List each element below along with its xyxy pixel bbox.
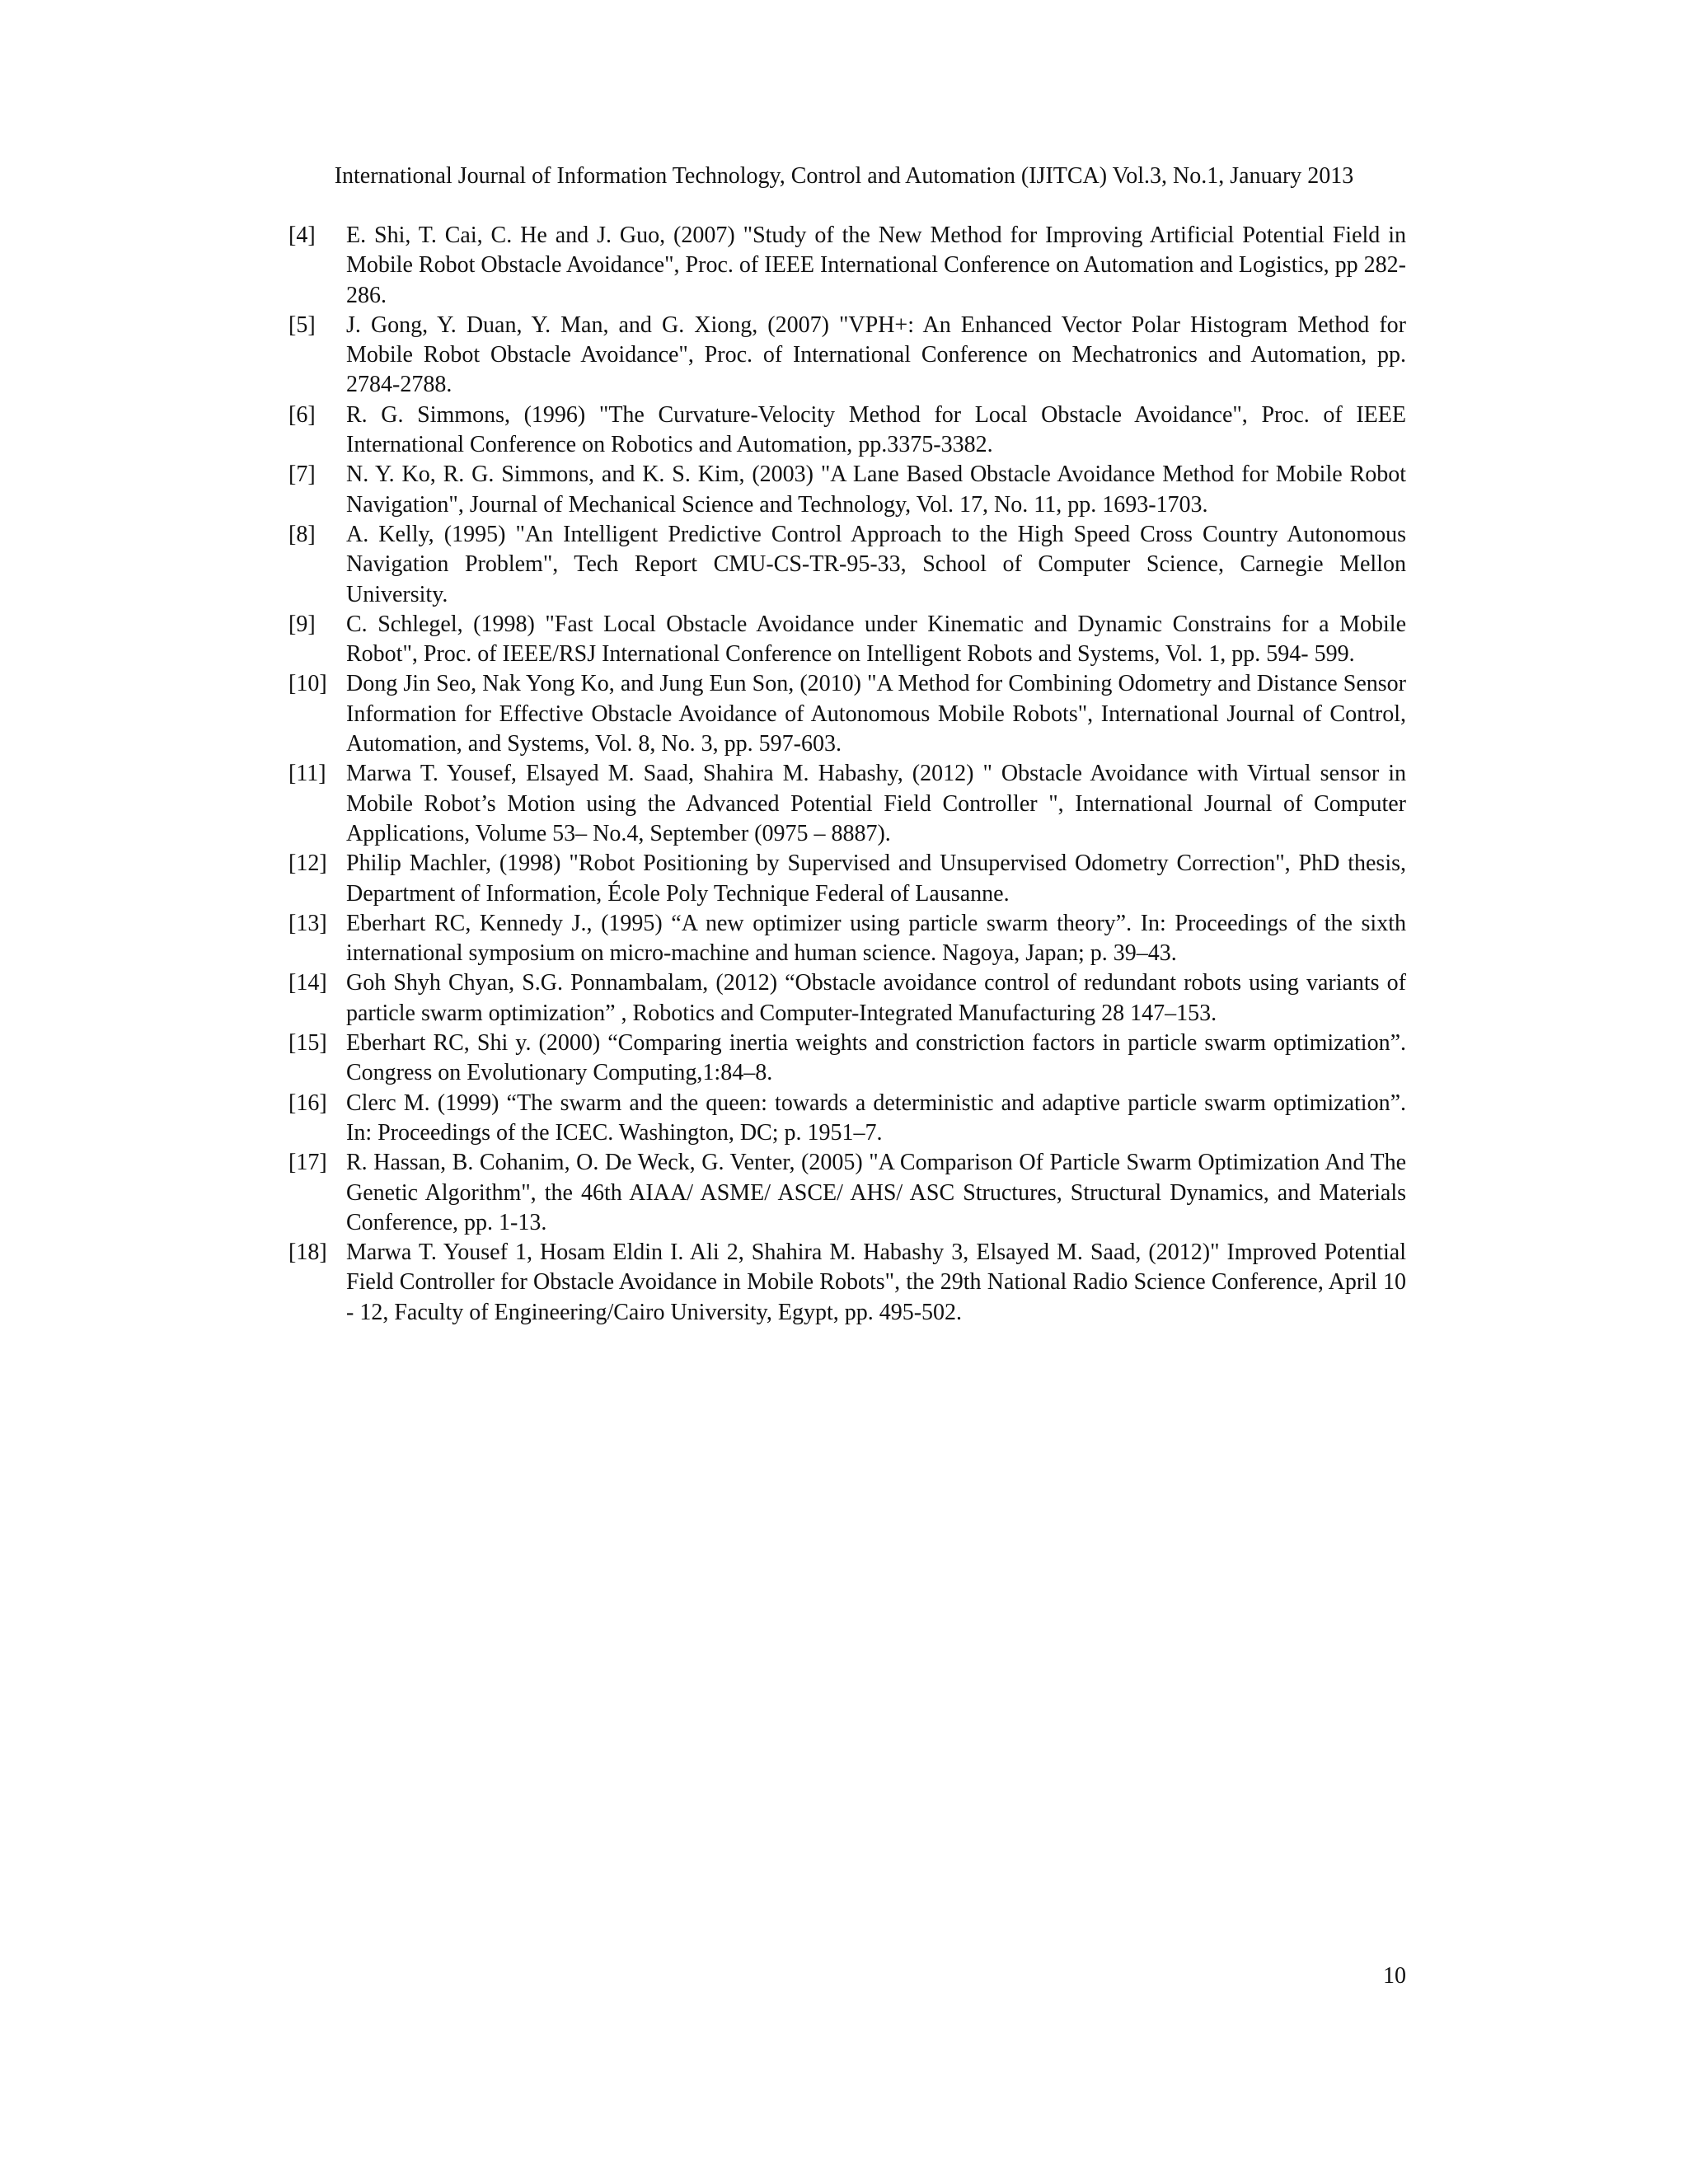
reference-number: [10] <box>288 671 327 697</box>
reference-item-16 <box>288 1089 1406 1149</box>
page-number: 10 <box>1383 1963 1406 1989</box>
reference-text: Dong Jin Seo, Nak Yong Ko, and Jung Eun Son, (2010) "A Method for Combining Odometry and Distance Sensor Information for Effective Obstacle Avoidance of Autonomous Mobile Robots", International Journal of Control, Automation, and Systems, Vol. 8, No. 3, pp. 597-603. <box>346 671 1406 757</box>
reference-item-12 <box>288 849 1406 909</box>
reference-text: E. Shi, T. Cai, C. He and J. Guo, (2007) "Study of the New Method for Improving Artificial Potential Field in Mobile Robot Obstacle Avoidance", Proc. of IEEE International Conference on Automation and Logistics, pp 282-286. <box>346 223 1406 308</box>
reference-item-6 <box>288 401 1406 461</box>
reference-item-17 <box>288 1148 1406 1238</box>
reference-item-7 <box>288 460 1406 520</box>
reference-number: [5] <box>288 312 316 338</box>
reference-item-10 <box>288 669 1406 759</box>
reference-text: R. G. Simmons, (1996) "The Curvature-Velocity Method for Local Obstacle Avoidance", Proc. of IEEE International Conference on Robotics and Automation, pp.3375-3382. <box>346 401 1406 458</box>
reference-number: [14] <box>288 970 327 996</box>
reference-number: [9] <box>288 611 316 637</box>
reference-number: [16] <box>288 1090 327 1116</box>
reference-number: [8] <box>288 521 316 547</box>
reference-list <box>288 221 1406 1328</box>
reference-item-9 <box>288 610 1406 670</box>
reference-number: [4] <box>288 223 316 248</box>
reference-number: [13] <box>288 910 327 936</box>
reference-number: [7] <box>288 462 316 488</box>
reference-number: [11] <box>288 761 326 787</box>
reference-item-13 <box>288 909 1406 969</box>
reference-item-14 <box>288 968 1406 1029</box>
reference-text: Marwa T. Yousef, Elsayed M. Saad, Shahira M. Habashy, (2012) " Obstacle Avoidance with Virtual sensor in Mobile Robot’s Motion using the Advanced Potential Field Controller ", International Journal of Computer Applications, Volume 53– No.4, September (0975 – 8887). <box>346 761 1406 846</box>
reference-text: R. Hassan, B. Cohanim, O. De Weck, G. Venter, (2005) "A Comparison Of Particle Swarm Optimization And The Genetic Algorithm", the 46th AIAA/ ASME/ ASCE/ AHS/ ASC Structures, Structural Dynamics, and Materials Conference, pp. 1-13. <box>346 1150 1406 1235</box>
reference-text: J. Gong, Y. Duan, Y. Man, and G. Xiong, (2007) "VPH+: An Enhanced Vector Polar Histogram Method for Mobile Robot Obstacle Avoidance", Proc. of International Conference on Mechatronics and Automation, pp. 2784-2788. <box>346 312 1406 398</box>
reference-text: Clerc M. (1999) “The swarm and the queen: towards a deterministic and adaptive particle swarm optimization”. In: Proceedings of the ICEC. Washington, DC; p. 1951–7. <box>346 1090 1406 1146</box>
reference-number: [12] <box>288 851 327 877</box>
reference-text: Marwa T. Yousef 1, Hosam Eldin I. Ali 2, Shahira M. Habashy 3, Elsayed M. Saad, (2012)" Improved Potential Field Controller for Obstacle Avoidance in Mobile Robots", the 29th National Radio Science Conference, April 10 - 12, Faculty of Engineering/Cairo University, Egypt, pp. 495-502. <box>346 1240 1406 1325</box>
reference-item-18 <box>288 1238 1406 1328</box>
reference-item-4 <box>288 221 1406 311</box>
reference-number: [6] <box>288 401 316 428</box>
running-header: International Journal of Information Technology, Control and Automation (IJITCA) Vol.3, No.1, January 2013 <box>334 163 1354 189</box>
reference-number: [15] <box>288 1030 327 1057</box>
reference-number: [17] <box>288 1150 327 1176</box>
reference-number: [18] <box>288 1240 327 1266</box>
reference-text: Philip Machler, (1998) "Robot Positioning by Supervised and Unsupervised Odometry Correction", PhD thesis, Department of Information, École Poly Technique Federal of Lausanne. <box>346 851 1406 907</box>
reference-item-11 <box>288 759 1406 849</box>
reference-text: Eberhart RC, Shi y. (2000) “Comparing inertia weights and constriction factors in particle swarm optimization”. Congress on Evolutionary Computing,1:84–8. <box>346 1030 1406 1086</box>
reference-text: N. Y. Ko, R. G. Simmons, and K. S. Kim, (2003) "A Lane Based Obstacle Avoidance Method for Mobile Robot Navigation", Journal of Mechanical Science and Technology, Vol. 17, No. 11, pp. 1693-1703. <box>346 462 1406 518</box>
reference-text: Eberhart RC, Kennedy J., (1995) “A new optimizer using particle swarm theory”. In: Proceedings of the sixth international symposium on micro-machine and human science. Nagoya, Japan; p. 39–43. <box>346 910 1406 967</box>
reference-text: Goh Shyh Chyan, S.G. Ponnambalam, (2012) “Obstacle avoidance control of redundant robots using variants of particle swarm optimization” , Robotics and Computer-Integrated Manufacturing 28 147–153. <box>346 970 1406 1026</box>
reference-item-15 <box>288 1029 1406 1089</box>
reference-item-5 <box>288 311 1406 401</box>
reference-text: A. Kelly, (1995) "An Intelligent Predictive Control Approach to the High Speed Cross Country Autonomous Navigation Problem", Tech Report CMU-CS-TR-95-33, School of Computer Science, Carnegie Mellon University. <box>346 521 1406 607</box>
reference-text: C. Schlegel, (1998) "Fast Local Obstacle Avoidance under Kinematic and Dynamic Constrains for a Mobile Robot", Proc. of IEEE/RSJ International Conference on Intelligent Robots and Systems, Vol. 1, pp. 594- 599. <box>346 611 1406 668</box>
reference-item-8 <box>288 520 1406 610</box>
